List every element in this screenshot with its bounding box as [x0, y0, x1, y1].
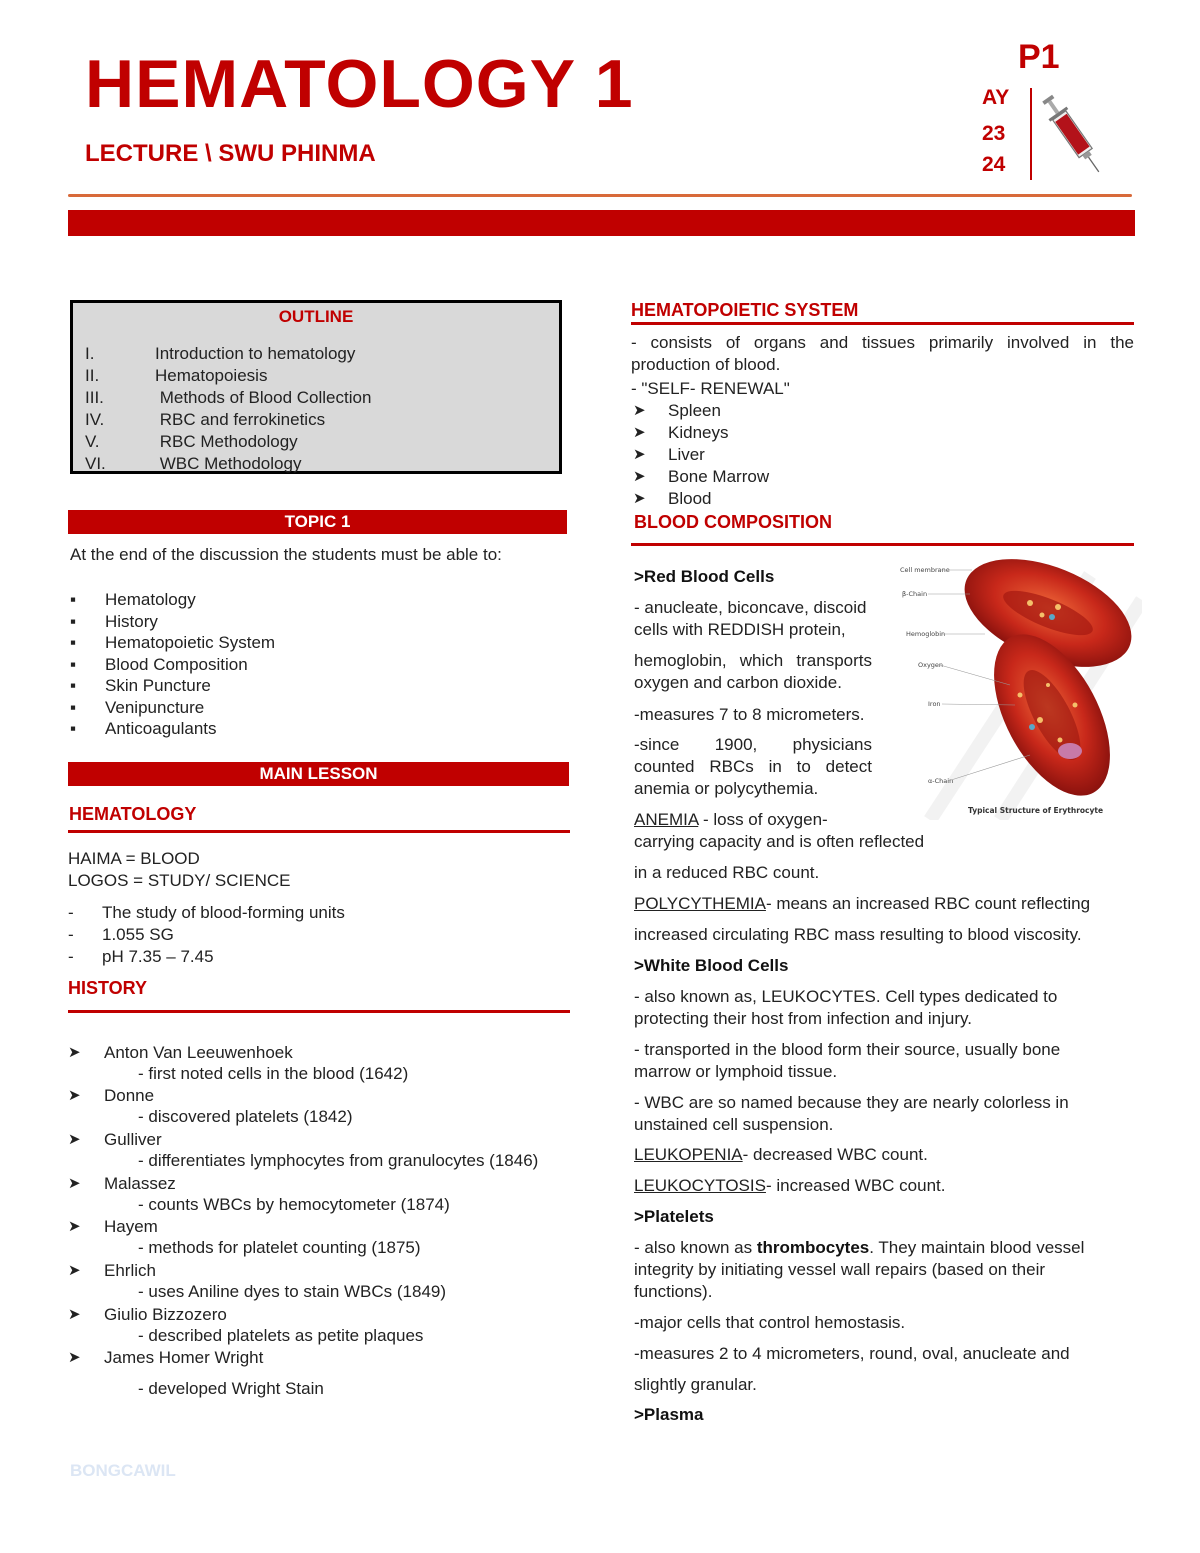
list-item: ➤ Spleen	[633, 401, 721, 420]
history-detail: - methods for platelet counting (1875)	[138, 1238, 421, 1257]
academic-year-label: AY	[982, 86, 1010, 109]
platelets-size-cont: slightly granular.	[634, 1375, 757, 1394]
header-band	[68, 210, 1135, 236]
history-heading: HISTORY	[68, 978, 148, 998]
leukopenia-term: LEUKOPENIA	[634, 1145, 743, 1164]
history-detail: - described platelets as petite plaques	[138, 1326, 424, 1345]
outline-item: III. Methods of Blood Collection	[85, 388, 372, 407]
watermark: BONGCAWIL	[70, 1461, 176, 1480]
list-item: ▪ Venipuncture	[70, 697, 205, 717]
hematopoietic-heading: HEMATOPOIETIC SYSTEM	[631, 300, 859, 320]
platelets-function: -major cells that control hemostasis.	[634, 1313, 906, 1332]
figure-label: Oxygen	[918, 661, 944, 669]
topic-intro: At the end of the discussion the students must be able to:	[70, 545, 502, 564]
list-item: ➤ Kidneys	[633, 423, 729, 442]
leukocytosis-definition: LEUKOCYTOSIS- increased WBC count.	[634, 1176, 946, 1195]
anemia-definition-cont: carrying capacity and is often reflected	[634, 832, 925, 851]
header-divider	[1030, 88, 1032, 180]
outline-item: VI. WBC Methodology	[85, 454, 302, 473]
blood-composition-heading: BLOOD COMPOSITION	[634, 512, 832, 532]
wbc-name-origin: - WBC are so named because they are nearly colorless in unstained cell suspension.	[634, 1093, 1069, 1134]
platelets-title: >Platelets	[634, 1207, 714, 1226]
self-renewal-line: - "SELF- RENEWAL"	[631, 379, 790, 398]
polycythemia-definition: POLYCYTHEMIA- means an increased RBC count reflecting	[634, 894, 1091, 913]
history-detail: - first noted cells in the blood (1642)	[138, 1064, 409, 1083]
outline-item: IV. RBC and ferrokinetics	[85, 410, 326, 429]
main-lesson-banner: MAIN LESSON	[68, 762, 569, 786]
section-rule	[631, 322, 1134, 325]
organ-list	[633, 400, 933, 510]
list-item: ▪ Hematology	[70, 590, 196, 609]
list-item: ▪ Anticoagulants	[70, 719, 217, 738]
list-item: ▪ Hematopoietic System	[70, 633, 276, 652]
anemia-definition-end: in a reduced RBC count.	[634, 863, 820, 882]
list-item: ➤ Liver	[633, 445, 705, 464]
rbc-title: >Red Blood Cells	[634, 567, 775, 586]
rbc-history: -since 1900, physicians counted RBCs in to detect anemia or polycythemia.	[634, 735, 872, 798]
hematopoietic-description: - consists of organs and tissues primarily involved in the production of blood.	[631, 333, 1134, 374]
haima-line: HAIMA = BLOOD	[68, 849, 200, 868]
history-detail: - developed Wright Stain	[138, 1379, 324, 1398]
outline-item: II. Hematopoiesis	[85, 366, 268, 385]
syringe-icon	[1040, 88, 1106, 182]
rbc-size: -measures 7 to 8 micrometers.	[634, 705, 865, 724]
history-detail: - differentiates lymphocytes from granulocytes (1846)	[138, 1151, 539, 1170]
figure-label: α-Chain	[928, 777, 954, 785]
polycythemia-definition-cont: increased circulating RBC mass resulting to blood viscosity.	[634, 925, 1082, 944]
figure-label: Iron	[928, 700, 941, 708]
platelets-size: -measures 2 to 4 micrometers, round, oval, anucleate and	[634, 1344, 1070, 1363]
outline-item: V. RBC Methodology	[85, 432, 298, 451]
figure-caption: Typical Structure of Erythrocyte	[968, 806, 1104, 815]
outline-title: OUTLINE	[278, 307, 354, 326]
leukopenia-definition: LEUKOPENIA- decreased WBC count.	[634, 1145, 928, 1164]
academic-year-start: 23	[982, 122, 1006, 145]
list-item: ▪ History	[70, 611, 158, 631]
figure-label: Hemoglobin	[906, 630, 946, 638]
plasma-title: >Plasma	[634, 1405, 704, 1424]
list-item: ➤ Bone Marrow	[633, 467, 770, 486]
history-detail: - counts WBCs by hemocytometer (1874)	[138, 1195, 450, 1214]
hematology-heading: HEMATOLOGY	[69, 804, 197, 824]
document-subtitle: LECTURE \ SWU PHINMA	[85, 140, 376, 167]
list-item: ➤ Blood	[633, 489, 712, 508]
academic-year-end: 24	[982, 153, 1006, 176]
anemia-term: ANEMIA	[634, 810, 699, 829]
document-title: HEMATOLOGY 1	[85, 46, 634, 122]
platelets-description: - also known as thrombocytes. They maintain blood vessel integrity by initiating vessel wall repairs (based on their functions).	[634, 1238, 1085, 1301]
list-item: ▪ Blood Composition	[70, 654, 248, 674]
topic-list	[70, 589, 550, 740]
part-badge: P1	[1018, 38, 1060, 76]
topic-banner: TOPIC 1	[68, 510, 567, 534]
history-detail: - uses Aniline dyes to stain WBCs (1849)	[138, 1282, 447, 1301]
erythrocyte-illustration	[890, 555, 1142, 820]
outline-box	[70, 300, 562, 474]
section-rule	[68, 1010, 570, 1013]
wbc-description: - also known as, LEUKOCYTES. Cell types dedicated to protecting their host from infection and injury.	[634, 987, 1058, 1028]
outline-item: I. Introduction to hematology	[85, 344, 356, 363]
list-item: ▪ Skin Puncture	[70, 676, 211, 695]
wbc-transport: - transported in the blood form their source, usually bone marrow or lymphoid tissue.	[634, 1040, 1061, 1081]
leukocytosis-term: LEUKOCYTOSIS	[634, 1176, 766, 1195]
section-rule	[68, 830, 570, 833]
anemia-definition: ANEMIA - loss of oxygen-	[634, 810, 828, 829]
header-rule	[68, 194, 1132, 197]
rbc-description: - anucleate, biconcave, discoid cells with REDDISH protein,	[634, 598, 867, 639]
section-rule	[631, 543, 1134, 546]
thrombocytes-term: thrombocytes	[756, 1238, 870, 1257]
rbc-hemoglobin: hemoglobin, which transports oxygen and carbon dioxide.	[634, 651, 872, 692]
logos-line: LOGOS = STUDY/ SCIENCE	[68, 871, 291, 890]
history-detail: - discovered platelets (1842)	[138, 1107, 353, 1126]
wbc-title: >White Blood Cells	[634, 956, 789, 975]
figure-label: Cell membrane	[900, 566, 950, 574]
figure-label: β-Chain	[902, 590, 928, 598]
polycythemia-term: POLYCYTHEMIA	[634, 894, 766, 913]
